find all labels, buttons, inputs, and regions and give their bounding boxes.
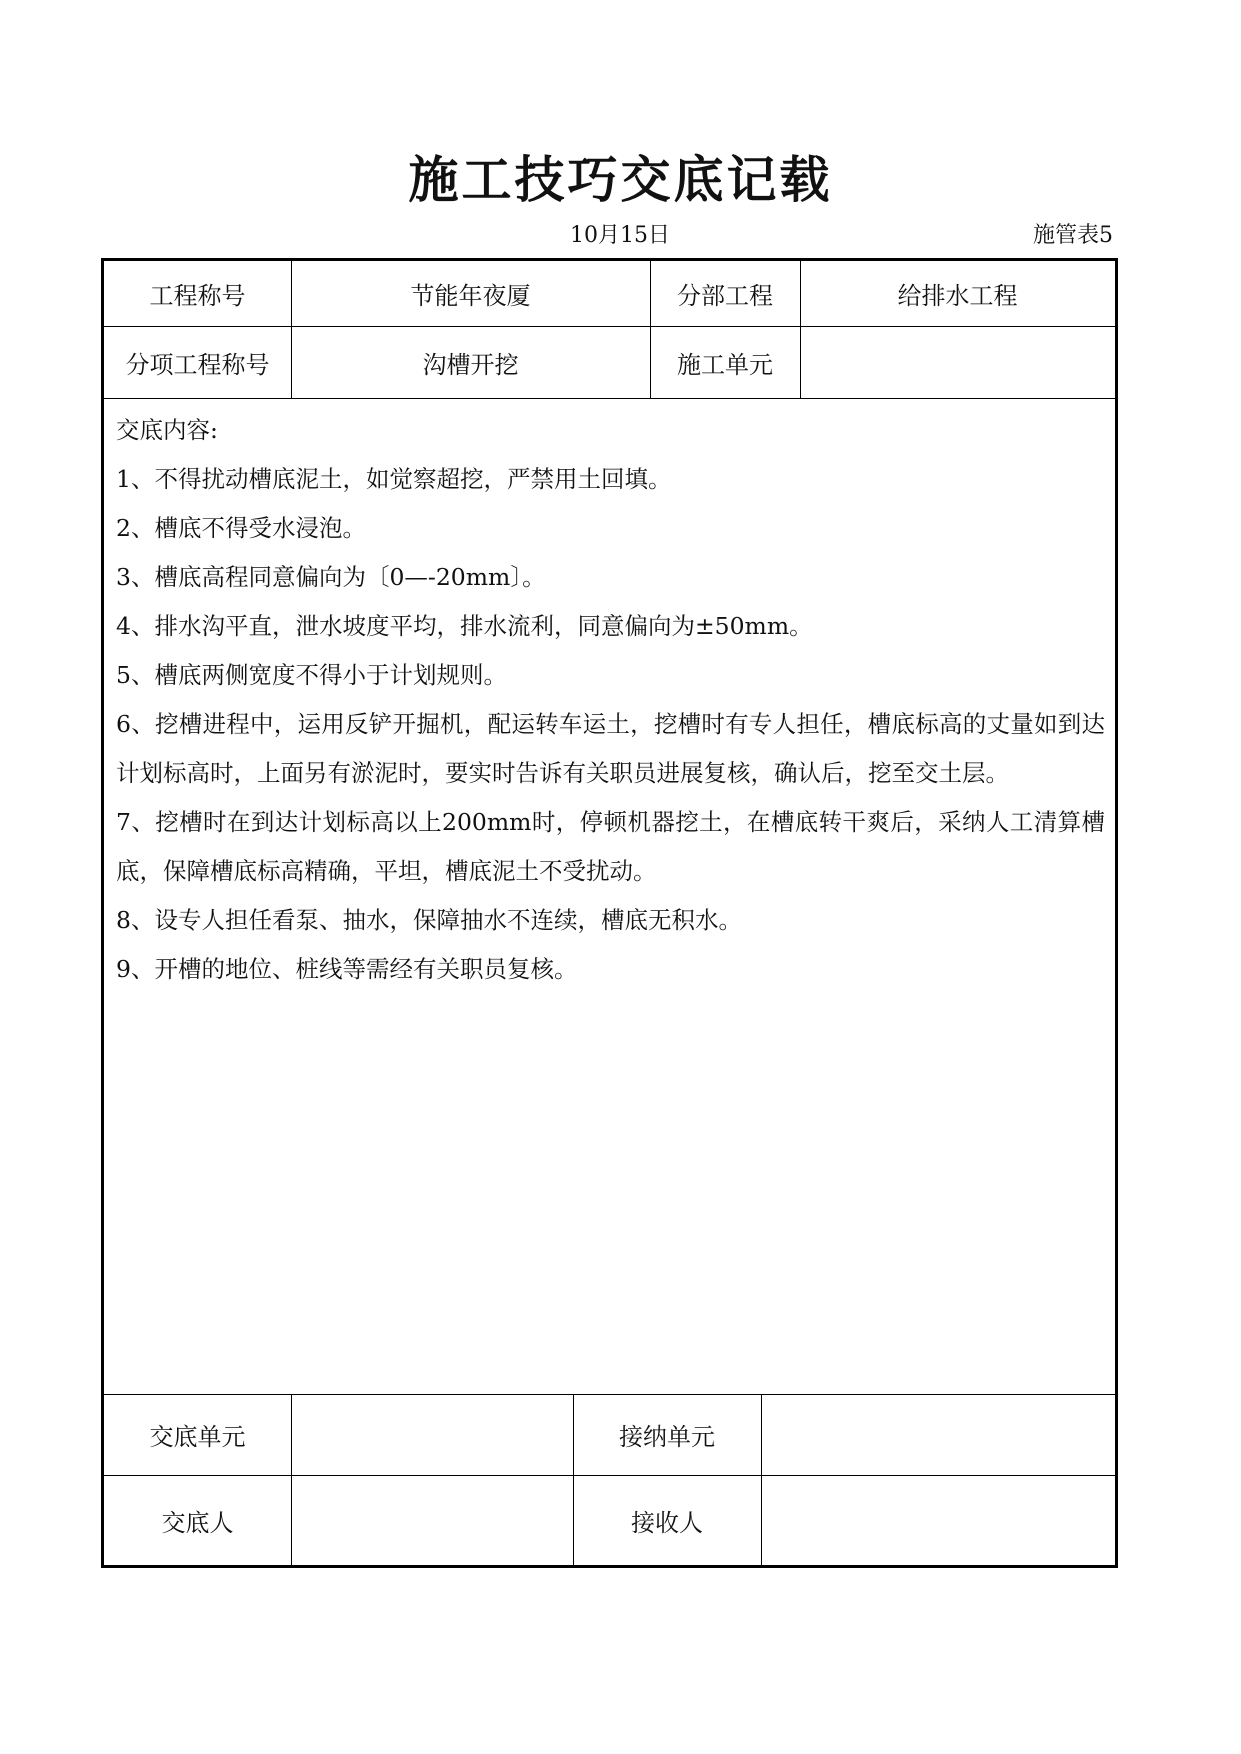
content-item: 2、槽底不得受水浸泡。 xyxy=(116,514,366,542)
date: 10月15日 xyxy=(570,223,670,248)
document-title: 施工技巧交底记载 xyxy=(408,151,833,209)
subitem-value: 沟槽开挖 xyxy=(422,350,519,379)
division-value: 给排水工程 xyxy=(897,282,1018,310)
construction-unit-value xyxy=(800,326,1115,398)
subitem-label: 分项工程称号 xyxy=(125,350,270,379)
handover-person-value xyxy=(291,1475,573,1565)
handover-person-label: 交底人 xyxy=(161,1508,234,1537)
receiving-unit-value xyxy=(761,1394,1115,1475)
form-number: 施管表5 xyxy=(1033,223,1113,248)
content-item: 3、槽底高程同意偏向为〔0—-20mm〕。 xyxy=(116,563,546,591)
receiver-label: 接收人 xyxy=(631,1508,703,1537)
receiver-value xyxy=(761,1475,1115,1565)
row-divider xyxy=(104,398,1115,399)
handover-unit-label: 交底单元 xyxy=(149,1423,246,1451)
construction-unit-label: 施工单元 xyxy=(677,350,773,379)
handover-unit-value xyxy=(291,1394,573,1475)
record-sheet xyxy=(101,258,1118,1568)
content-item: 9、开槽的地位、桩线等需经有关职员复核。 xyxy=(116,955,578,983)
project-name-value: 节能年夜厦 xyxy=(410,282,531,310)
project-name-label: 工程称号 xyxy=(149,282,246,310)
content-item: 8、设专人担任看泵、抽水，保障抽水不连续，槽底无积水。 xyxy=(116,906,742,934)
division-label: 分部工程 xyxy=(677,282,773,310)
handover-content xyxy=(116,406,1105,994)
content-heading: 交底内容: xyxy=(116,416,218,444)
content-item: 1、不得扰动槽底泥土，如觉察超挖，严禁用土回填。 xyxy=(116,465,672,493)
content-item: 4、排水沟平直，泄水坡度平均，排水流利，同意偏向为±50mm。 xyxy=(116,612,813,640)
receiving-unit-label: 接纳单元 xyxy=(619,1423,715,1451)
content-item: 7、挖槽时在到达计划标高以上200mm时，停顿机器挖土，在槽底转干爽后，采纳人工清算槽底，保障槽底标高精确，平坦，槽底泥土不受扰动。 xyxy=(116,808,1105,885)
content-item: 5、槽底两侧宽度不得小于计划规则。 xyxy=(116,661,507,689)
content-item: 6、挖槽进程中，运用反铲开掘机，配运转车运土，挖槽时有专人担任，槽底标高的丈量如到达计划标高时，上面另有淤泥时，要实时告诉有关职员进展复核，确认后，挖至交土层。 xyxy=(116,710,1105,787)
